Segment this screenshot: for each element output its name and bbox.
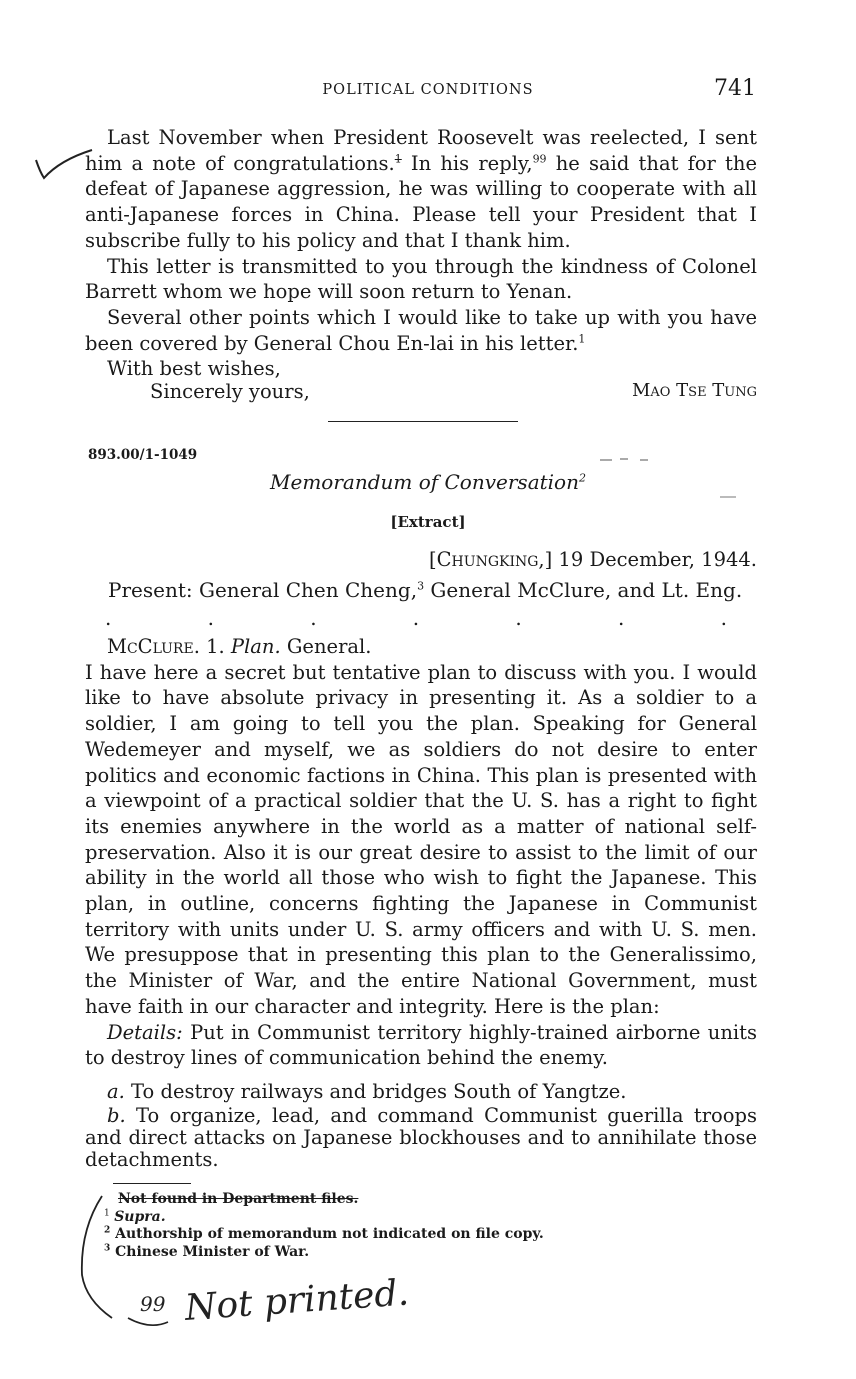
footnote-2-text: Authorship of memorandum not indicated on file copy.: [115, 1226, 544, 1242]
footnote-2-number: 2: [104, 1225, 111, 1236]
footnote-3-text: Chinese Minister of War.: [115, 1243, 310, 1260]
closing: Sincerely yours,: [150, 380, 310, 403]
list-text-a: To destroy railways and bridges South of Yangtze.: [124, 1079, 627, 1103]
memo-title: [0, 470, 856, 494]
list-item-b: [85, 1105, 757, 1171]
handwritten-note-number: 99: [140, 1292, 166, 1316]
margin-dash: [600, 459, 648, 460]
list-label-a: a.: [107, 1079, 125, 1103]
running-head: POLITICAL CONDITIONS: [322, 82, 534, 98]
letter-p3-text: Several other points which I would like to take up with you have been covered by General Chou En-lai in his letter.: [85, 305, 757, 355]
struck-footnote-ref: 1: [394, 152, 402, 166]
ellipsis-dot: .: [515, 606, 522, 630]
ellipsis-row: [105, 606, 727, 630]
margin-check-mark: [36, 150, 92, 178]
handwritten-note: Not printed.: [183, 1272, 411, 1329]
ellipsis-dot: .: [207, 606, 214, 630]
footnote-1-text: Supra.: [114, 1208, 166, 1225]
list-label-b: b.: [107, 1103, 126, 1127]
letter-paragraph-1: [85, 125, 757, 254]
footnote-rule: [113, 1183, 191, 1184]
ellipsis-dot: .: [617, 606, 625, 630]
details-paragraph: [85, 1020, 757, 1071]
handwritten-footnote-ref: 99: [532, 152, 547, 166]
speaker: McClure.: [107, 635, 200, 658]
letter-p1-text-b: In his reply,: [401, 151, 533, 175]
extract-label: [Extract]: [390, 513, 466, 531]
list-item-a: [85, 1079, 757, 1105]
signature-row: [85, 380, 757, 403]
footnote-3-number: 3: [104, 1242, 111, 1253]
present-footnote-ref: 3: [417, 579, 425, 593]
letter-p1-text-c: he said that for the defeat of Japanese aggression, he was willing to cooperate with all anti-Japanese forces in China. Please tell your President that I subscribe fully to his policy and that I thank him.: [85, 151, 757, 252]
heading-number: 1.: [199, 635, 231, 658]
handwritten-underline: [128, 1318, 168, 1325]
memo-title-text: Memorandum of Conversation: [270, 470, 579, 494]
present-text-b: General McClure, and Lt. Eng.: [424, 578, 743, 602]
file-number: 893.00/1-1049: [88, 447, 198, 463]
heading-plan: Plan.: [230, 635, 281, 658]
struck-footnote: Not found in Department files.: [118, 1191, 359, 1207]
letter-body: [85, 125, 757, 382]
footnote-3: [104, 1244, 544, 1262]
heading-rest: General.: [280, 635, 372, 658]
footnote-1-number: 1: [104, 1207, 110, 1218]
footnotes: [104, 1191, 544, 1261]
dateline: [429, 548, 757, 571]
footnote-1: [104, 1209, 544, 1227]
dateline-date: 19 December, 1944.: [552, 548, 757, 571]
letter-p3-footnote-ref: 1: [578, 332, 586, 346]
letter-paragraph-3: [85, 305, 757, 356]
letter-p1-text-a: Last November when President Roosevelt was reelected, I sent him a note of congratulations.: [85, 126, 757, 175]
ellipsis-dot: .: [310, 606, 317, 630]
list-text-b: To organize, lead, and command Communist guerilla troops and direct attacks on Japanese blockhouses and to annihilate those detachments.: [85, 1103, 757, 1171]
memo-heading: [85, 634, 757, 660]
page-number: 741: [714, 76, 756, 101]
dateline-place: [Chungking,]: [429, 548, 553, 571]
ellipsis-dot: .: [105, 606, 112, 630]
memo-body: [85, 634, 757, 1171]
details-text: Put in Communist territory highly-trained airborne units to destroy lines of communication behind the enemy.: [85, 1020, 757, 1070]
ellipsis-dot: .: [412, 606, 420, 630]
letter-paragraph-2: This letter is transmitted to you through the kindness of Colonel Barrett whom we hope will soon return to Yenan.: [85, 254, 757, 304]
present-text-a: Present: General Chen Cheng,: [108, 578, 418, 602]
memo-title-footnote-ref: 2: [578, 471, 586, 485]
memo-paragraph-1: I have here a secret but tentative plan to discuss with you. I would like to have absolute privacy in presenting it. As a soldier to a soldier, I am going to tell you the plan. Speaking for General Wedemeyer and myself, we as soldiers do not desire to enter politics and economic factions in China. This plan is presented with a viewpoint of a practical soldier that the U. S. has a right to fight its enemies anywhere in the world as a matter of national self-preservation. Also it is our great desire to assist to the limit of our ability in the world all those who wish to fight the Japanese. This plan, in outline, concerns fighting the Japanese in Communist territory with units under U. S. army officers and with U. S. men. We presuppose that in presenting this plan to the Generalissimo, the Minister of War, and the entire National Government, must have faith in our character and integrity. Here is the plan:: [85, 660, 757, 1018]
details-label: Details:: [107, 1020, 183, 1044]
ellipsis-dot: .: [720, 606, 727, 630]
signature-name: Mao Tse Tung: [631, 380, 757, 401]
footnote-2: [104, 1226, 544, 1244]
section-divider: [328, 421, 518, 422]
present-line: [108, 578, 742, 602]
letter-greeting: With best wishes,: [107, 357, 281, 381]
